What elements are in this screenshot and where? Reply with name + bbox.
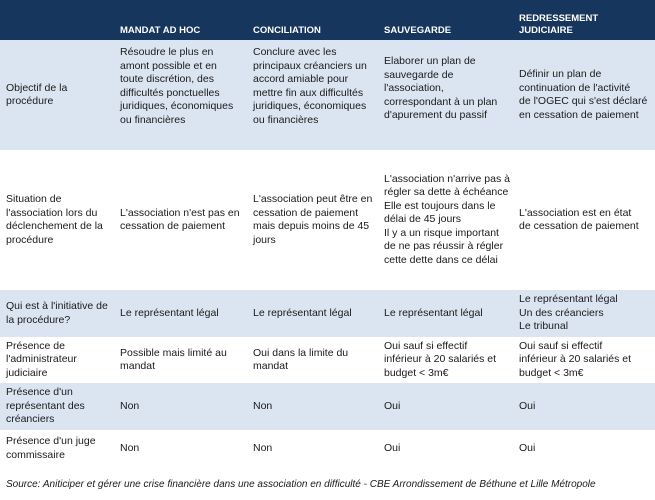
cell-text-line: toute discrétion, des: [120, 73, 214, 85]
table-row: [0, 430, 655, 467]
cell-text-line: l'association lors du: [6, 206, 98, 219]
cell-sauvegarde: [380, 383, 515, 430]
cell-conciliation: [249, 150, 380, 290]
cell-text-line: Oui: [384, 441, 401, 454]
source-caption: Source: Aniticiper et gérer une crise financière dans une association en difficulté - CBE Arrondissement de Béthune et Lille Métropole: [6, 479, 596, 490]
cell-text-line: créanciers: [6, 413, 55, 426]
cell-text-line: mandat: [120, 360, 156, 372]
cell-mandat-ad-hoc: [116, 290, 249, 337]
cell-text-line: L'association n'arrive pas à: [384, 172, 510, 185]
cell-text-line: mandat: [253, 360, 289, 372]
table-row: [0, 40, 655, 150]
cell-text-line: Non: [120, 441, 140, 454]
cell-text-line: judiciaire: [6, 366, 48, 379]
cell-text-line: Objectif de la: [6, 81, 68, 94]
cell-text-line: de l'OGEC qui s'est déclaré: [519, 95, 648, 107]
cell-sauvegarde: [380, 337, 515, 383]
header-conciliation: CONCILIATION: [253, 25, 321, 36]
cell-conciliation: [249, 40, 380, 150]
cell-text-line: Le représentant légal: [519, 293, 618, 306]
cell-text-line: mettre fin aux difficultés: [253, 86, 364, 99]
cell-text-line: correspondant à un plan: [384, 95, 498, 108]
cell-mandat-ad-hoc: [116, 383, 249, 430]
cell-text-line: L'association est en état: [519, 206, 632, 219]
row-label: [0, 383, 116, 430]
cell-text-line: Le représentant légal: [253, 306, 352, 319]
cell-text-line: Non: [120, 399, 140, 412]
cell-text-line: en cessation de paiement: [519, 108, 639, 121]
cell-text-line: Conclure avec les: [253, 46, 337, 58]
cell-text-line: d'apurement du passif: [384, 109, 487, 121]
cell-redressement: [515, 430, 655, 467]
cell-text-line: Oui: [519, 441, 536, 454]
cell-text-line: déclenchement de la: [6, 220, 103, 232]
cell-text-line: budget < 3m€: [384, 366, 449, 379]
cell-text-line: procédure: [6, 95, 54, 107]
cell-text-line: Oui sauf si effectif: [519, 339, 603, 352]
cell-conciliation: [249, 430, 380, 467]
table-row: [0, 290, 655, 337]
cell-text-line: inférieur à 20 salariés et: [384, 353, 497, 366]
cell-mandat-ad-hoc: [116, 337, 249, 383]
cell-text-line: régler sa dette à échéance: [384, 186, 509, 199]
cell-text-line: Oui sauf si effectif: [384, 339, 468, 352]
cell-text-line: Il y a un risque important: [384, 226, 499, 239]
cell-text-line: Elaborer un plan de: [384, 55, 476, 67]
cell-text-line: procédure: [6, 233, 54, 246]
cell-text-line: Un des créanciers: [519, 306, 604, 319]
cell-text-line: L'association peut être en: [253, 193, 373, 205]
cell-sauvegarde: [380, 40, 515, 150]
row-label: [0, 290, 116, 337]
cell-redressement: [515, 290, 655, 337]
cell-conciliation: [249, 290, 380, 337]
cell-text-line: représentant des: [6, 399, 85, 412]
cell-conciliation: [249, 383, 380, 430]
cell-text-line: cessation de paiement: [120, 220, 226, 232]
cell-text-line: principaux créanciers un: [253, 59, 367, 72]
cell-text-line: commissaire: [6, 448, 65, 461]
cell-text-line: Présence d'un: [6, 386, 73, 399]
cell-text-line: Présence de: [6, 339, 65, 352]
cell-text-line: Définir un plan de: [519, 68, 602, 80]
cell-text-line: budget < 3m€: [519, 366, 584, 379]
cell-text-line: difficultés ponctuelles: [120, 86, 220, 99]
cell-text-line: délai de 45 jours: [384, 213, 462, 226]
cell-text-line: Oui dans la limite du: [253, 346, 349, 359]
row-label: [0, 40, 116, 150]
cell-text-line: Non: [253, 441, 273, 454]
row-label: [0, 337, 116, 383]
cell-text-line: sauvegarde de: [384, 68, 454, 81]
cell-text-line: de cessation de paiement: [519, 220, 639, 232]
cell-text-line: Présence d'un juge: [6, 435, 96, 447]
cell-text-line: juridiques, économiques: [253, 100, 367, 112]
table-header-row: [0, 0, 655, 40]
cell-text-line: ou financières: [120, 113, 186, 126]
cell-text-line: continuation de l'activité: [519, 81, 631, 94]
cell-text-line: cette dette dans ce délai: [384, 253, 498, 266]
cell-text-line: jours: [253, 233, 276, 246]
cell-sauvegarde: [380, 430, 515, 467]
cell-text-line: Oui: [519, 399, 536, 412]
cell-text-line: mais depuis moins de 45: [253, 220, 370, 232]
cell-text-line: Qui est à l'initiative de: [6, 300, 108, 312]
cell-text-line: Non: [253, 399, 273, 412]
cell-redressement: [515, 40, 655, 150]
table-row: [0, 383, 655, 430]
cell-text-line: Le tribunal: [519, 320, 569, 333]
cell-redressement: [515, 337, 655, 383]
cell-redressement: [515, 383, 655, 430]
cell-mandat-ad-hoc: [116, 150, 249, 290]
cell-mandat-ad-hoc: [116, 40, 249, 150]
cell-conciliation: [249, 337, 380, 383]
table-row: [0, 337, 655, 383]
cell-text-line: cessation de paiement: [253, 206, 359, 219]
cell-text-line: Le représentant légal: [120, 306, 219, 319]
cell-text-line: Elle est toujours dans le: [384, 199, 496, 212]
cell-text-line: inférieur à 20 salariés et: [519, 353, 632, 366]
cell-redressement: [515, 150, 655, 290]
cell-text-line: L'association n'est pas en: [120, 206, 240, 219]
cell-text-line: l'administrateur: [6, 353, 77, 366]
cell-text-line: Résoudre le plus en: [120, 46, 214, 58]
cell-text-line: ou financières: [253, 113, 319, 126]
cell-text-line: l'association,: [384, 82, 444, 94]
cell-text-line: Le représentant légal: [384, 306, 483, 319]
row-label: [0, 430, 116, 467]
table-row: [0, 150, 655, 290]
cell-text-line: de ne pas réussir à régler: [384, 240, 504, 253]
header-mandat-ad-hoc: MANDAT AD HOC: [120, 25, 201, 36]
header-redressement-judiciaire: REDRESSEMENT JUDICIAIRE: [519, 13, 599, 36]
cell-text-line: amont possible et en: [120, 59, 217, 72]
cell-sauvegarde: [380, 290, 515, 337]
cell-text-line: Possible mais limité au: [120, 346, 227, 359]
header-sauvegarde: SAUVEGARDE: [384, 25, 452, 36]
cell-text-line: la procédure?: [6, 313, 71, 326]
cell-text-line: juridiques, économiques: [120, 100, 234, 112]
cell-text-line: accord amiable pour: [253, 73, 349, 85]
cell-mandat-ad-hoc: [116, 430, 249, 467]
cell-text-line: Oui: [384, 399, 401, 412]
cell-sauvegarde: [380, 150, 515, 290]
row-label: [0, 150, 116, 290]
cell-text-line: Situation de: [6, 193, 62, 205]
